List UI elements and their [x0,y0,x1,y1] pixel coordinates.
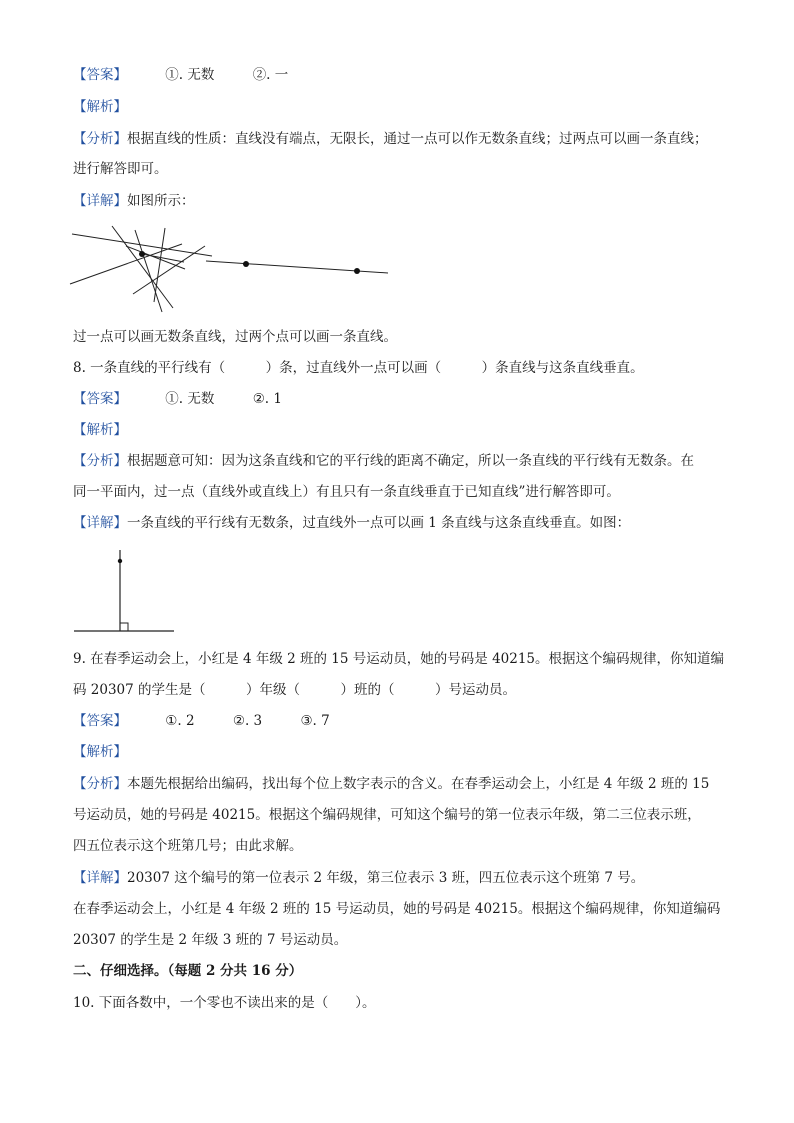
q9-answer-3: ③. 7 [300,713,330,729]
center-point [139,251,145,257]
answer-label: 【答案】 [73,391,127,407]
q7-xiangjie-text: 如图所示： [127,193,195,209]
q9-analysis-label: 【解析】 [73,744,127,760]
q9-answer-1: ①. 2 [165,713,195,729]
fenxi-label: 【分析】 [73,131,127,147]
outside-point [118,559,122,563]
answer-label: 【答案】 [73,67,127,83]
right-angle-mark [120,623,128,631]
q7-answer-2: ②. 一 [252,67,289,83]
q7-fenxi-line2: 进行解答即可。 [73,161,168,177]
q7-answer-row [73,66,288,84]
xiangjie-label: 【详解】 [73,870,127,886]
q8-analysis-label: 【解析】 [73,422,127,438]
answer-label: 【答案】 [73,713,127,729]
xiangjie-label: 【详解】 [73,193,127,209]
q7-fenxi-text1: 根据直线的性质：直线没有端点，无限长，通过一点可以作无数条直线；过两点可以画一条直线； [127,131,708,147]
q9-fenxi-text1: 本题先根据给出编码，找出每个位上数字表示的含义。在春季运动会上，小红是 4 年级 2 班的 15 [127,776,710,792]
q9-conclusion-line2: 20307 的学生是 2 年级 3 班的 7 号运动员。 [73,932,348,948]
point-a [243,261,249,267]
q8-fenxi-line1 [73,452,694,470]
q7-fenxi-line1 [73,130,708,148]
q7-analysis-label: 【解析】 [73,99,127,115]
radial-line [154,228,165,302]
radial-line [70,244,182,284]
lines-through-point-figure [70,222,400,317]
q9-fenxi-line1 [73,775,709,793]
xiangjie-label: 【详解】 [73,515,127,531]
point-b [354,268,360,274]
q10-question: 10. 下面各数中，一个零也不读出来的是（ ）。 [73,995,376,1011]
q8-fenxi-text1: 根据题意可知：因为这条直线和它的平行线的距离不确定，所以一条直线的平行线有无数条。在 [127,453,694,469]
q8-question: 8. 一条直线的平行线有（ ）条，过直线外一点可以画（ ）条直线与这条直线垂直。 [73,360,644,376]
q9-xiangjie-line [73,869,644,887]
q8-answer-row [73,390,282,408]
q9-answer-row [73,712,330,730]
section-heading: 二、仔细选择。（每题 2 分共 16 分） [73,963,303,979]
q8-xiangjie-text: 一条直线的平行线有无数条，过直线外一点可以画 1 条直线与这条直线垂直。如图： [127,515,631,531]
q9-question-line2: 码 20307 的学生是（ ）年级（ ）班的（ ）号运动员。 [73,682,517,698]
q8-answer-2: ②. 1 [252,391,282,407]
q9-fenxi-line2: 号运动员，她的号码是 40215。根据这个编码规律，可知这个编号的第一位表示年级，第二三位表示班， [73,807,701,823]
two-point-line [206,261,388,273]
q7-conclusion: 过一点可以画无数条直线，过两个点可以画一条直线。 [73,329,397,345]
q9-conclusion-line1: 在春季运动会上，小红是 4 年级 2 班的 15 号运动员，她的号码是 40215。根据这个编码规律，你知道编码 [73,901,721,917]
q7-xiangjie-line [73,192,195,210]
q9-fenxi-line3: 四五位表示这个班第几号；由此求解。 [73,838,303,854]
fenxi-label: 【分析】 [73,453,127,469]
q8-xiangjie-line [73,514,630,532]
perpendicular-figure [72,548,176,636]
q9-question-line1: 9. 在春季运动会上，小红是 4 年级 2 班的 15 号运动员，她的号码是 40215。根据这个编码规律，你知道编 [73,651,725,667]
radial-line [135,230,162,312]
q9-xiangjie-text: 20307 这个编号的第一位表示 2 年级，第三位表示 3 班，四五位表示这个班第 7 号。 [127,870,645,886]
fenxi-label: 【分析】 [73,776,127,792]
q8-answer-1: ①. 无数 [165,391,215,407]
q7-answer-1: ①. 无数 [165,67,215,83]
q9-answer-2: ②. 3 [232,713,263,729]
q8-fenxi-line2: 同一平面内，过一点（直线外或直线上）有且只有一条直线垂直于已知直线”进行解答即可。 [73,484,620,500]
